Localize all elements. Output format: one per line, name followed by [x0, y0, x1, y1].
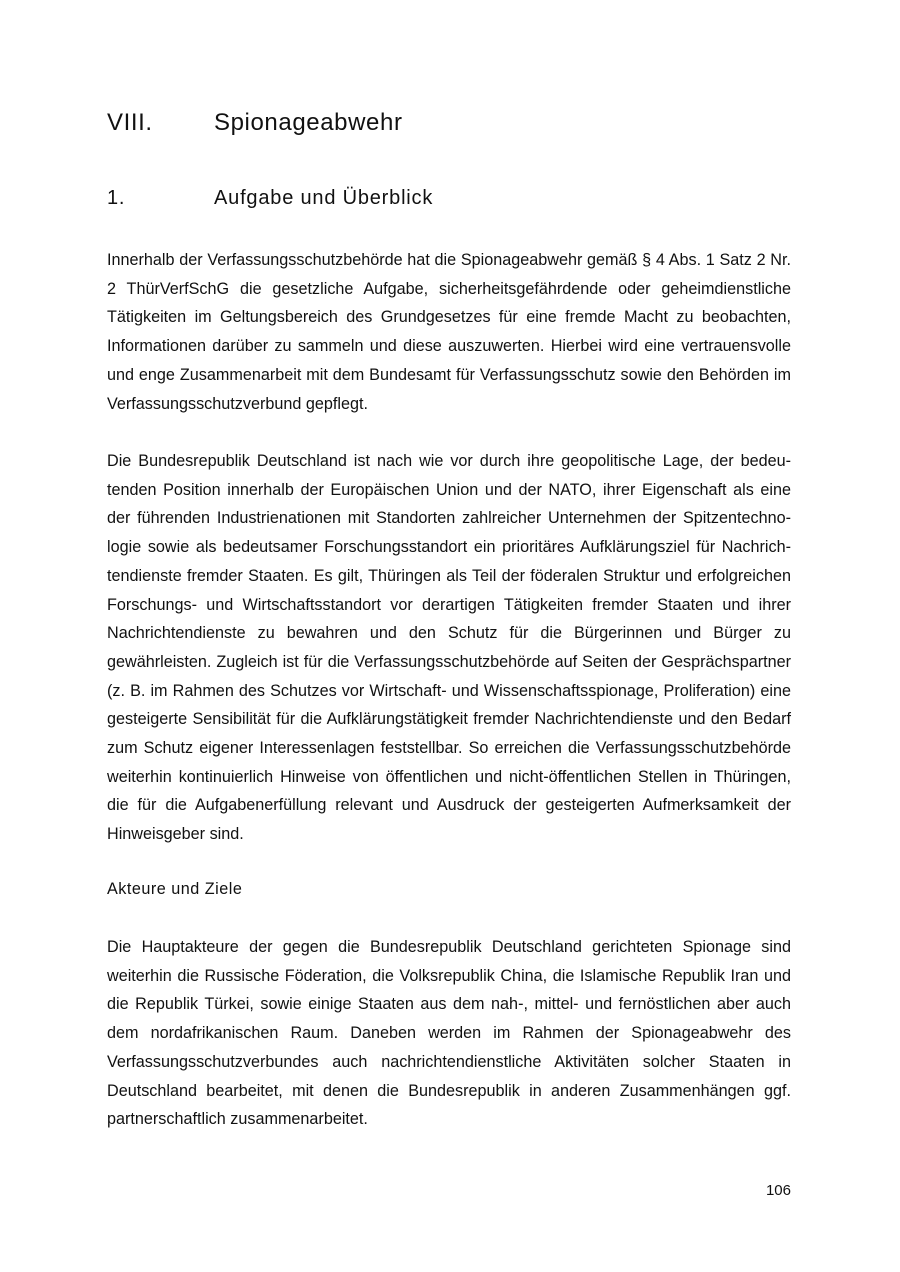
- paragraph-aufgabe: Innerhalb der Verfassungsschutzbehörde hat die Spionageabwehr gemäß § 4 Abs. 1 Satz 2 Nr. 2 ThürVerfSchG die gesetzliche Aufgabe, sicherheitsgefährdende oder geheimdienstliche Tätigkeiten im Geltungsbereich des Grundgesetzes für eine fremde Macht zu beobachten, Informationen darüber zu sammeln und diese auszuwerten. Hierbei wird eine vertrauensvolle und enge Zusammenarbeit mit dem Bundesamt für Verfassungsschutz sowie den Behörden im Verfassungsschutzverbund gepflegt.: [107, 251, 791, 413]
- paragraph-akteure: Die Hauptakteure der gegen die Bundesrepublik Deutschland gerichteten Spionage sind weiterhin die Russische Föderation, die Volksrepublik China, die Islamische Republik Iran und die Republik Türkei, sowie einige Staaten aus dem nah-, mittel- und fernöstlichen aber auch dem nordafrikanischen Raum. Daneben werden im Rahmen der Spionageabwehr des Verfassungsschutzverbundes auch nachrichtendienstliche Aktivitäten solcher Staaten in Deutschland bearbeitet, mit denen die Bundesrepublik in anderen Zusammenhängen ggf. partnerschaftlich zusammenarbeitet.: [107, 938, 791, 1129]
- section-heading: [107, 185, 791, 211]
- paragraph-lage: Die Bundesrepublik Deutschland ist nach wie vor durch ihre geopolitische Lage, der bedeutenden Position innerhalb der Europäischen Union und der NATO, ihrer Eigenschaft als eine der führenden Industrienationen mit Standorten zahlreicher Unternehmen der Spitzentechnologie sowie als bedeutsamer Forschungsstandort ein prioritäres Aufklärungsziel für Nachrichtendienste fremder Staaten. Es gilt, Thüringen als Teil der föderalen Struktur und erfolgreichen Forschungs- und Wirtschaftsstandort vor derartigen Tätigkeiten fremder Staaten und ihrer Nachrichtendienste zu bewahren und den Schutz für die Bürgerinnen und Bürger zu gewährleisten. Zugleich ist für die Verfassungsschutzbehörde auf Seiten der Gesprächspartner (z. B. im Rahmen des Schutzes vor Wirtschaft- und Wissenschaftsspionage, Proliferation) eine gesteigerte Sensibilität für die Aufklärungstätigkeit fremder Nachrichtendienste und den Bedarf zum Schutz eigener Interessenlagen feststellbar. So erreichen die Verfassungsschutzbehörde weiterhin kontinuierlich Hinweise von öffentlichen und nicht-öffentlichen Stellen in Thüringen, die für die Aufgabenerfüllung relevant und Ausdruck der gesteigerten Aufmerksamkeit der Hinweisgeber sind.: [107, 452, 791, 844]
- section-title: Aufgabe und Überblick: [214, 187, 434, 209]
- subheading-akteure: Akteure und Ziele: [107, 880, 243, 898]
- chapter-number: VIII.: [107, 109, 153, 136]
- page-number: 106: [765, 1182, 791, 1199]
- chapter-heading: [107, 108, 791, 138]
- section-number: 1.: [107, 187, 126, 209]
- chapter-title: Spionageabwehr: [214, 109, 403, 136]
